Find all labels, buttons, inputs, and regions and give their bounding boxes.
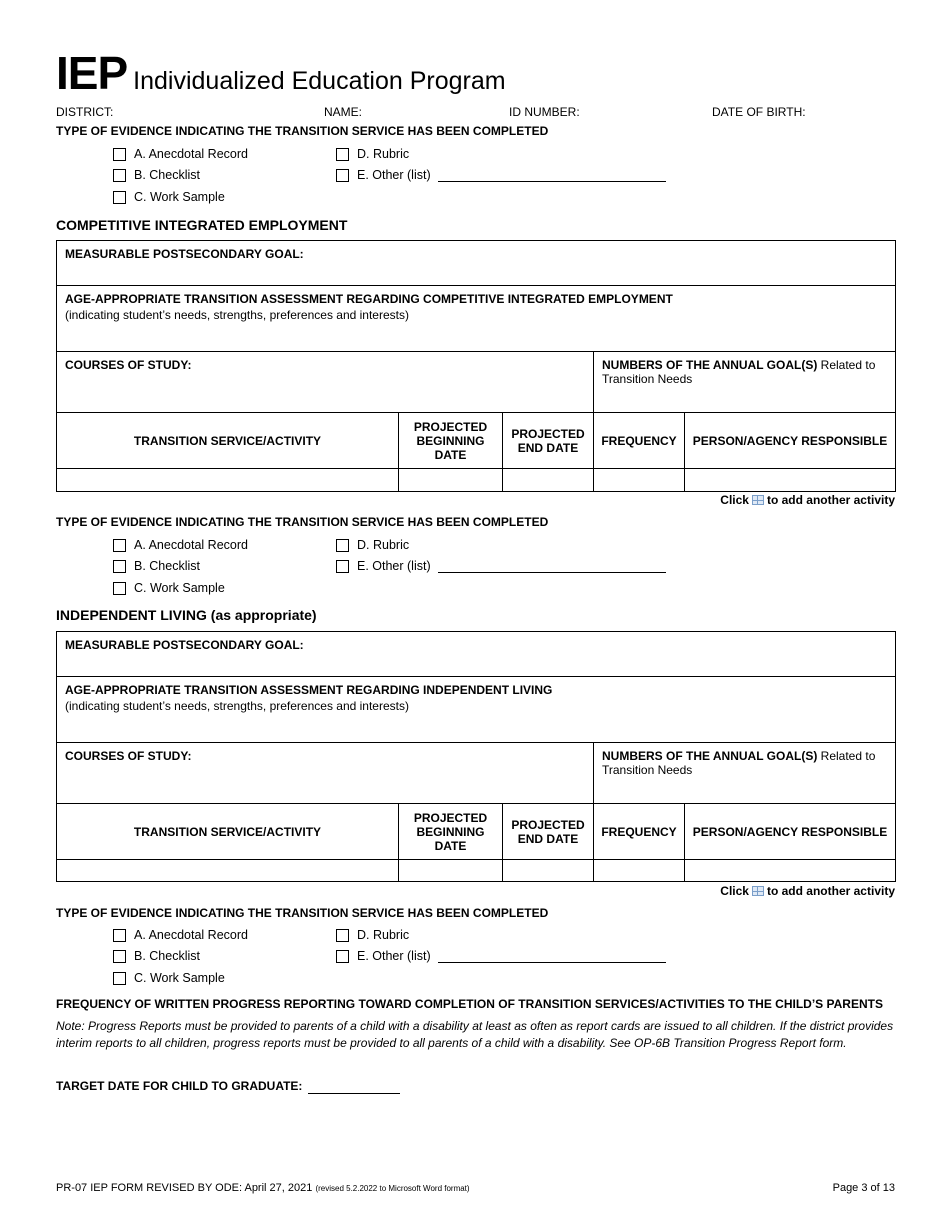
option-label: C. Work Sample: [134, 971, 225, 985]
click-label: Click: [720, 884, 749, 898]
annual-goals-rest: Related to Transition Needs: [602, 358, 876, 386]
evidence-option-b[interactable]: [113, 167, 200, 183]
evidence-option-a[interactable]: [113, 146, 248, 162]
col-end-date: PROJECTED END DATE: [503, 413, 594, 469]
evidence-title: TYPE OF EVIDENCE INDICATING THE TRANSITION SERVICE HAS BEEN COMPLETED: [56, 906, 549, 920]
assessment-label: AGE-APPROPRIATE TRANSITION ASSESSMENT REGARDING INDEPENDENT LIVING: [65, 683, 553, 697]
section-title-independent-living: INDEPENDENT LIVING (as appropriate): [56, 607, 317, 623]
independent-living-table: [56, 631, 895, 882]
option-label: D. Rubric: [357, 538, 410, 552]
add-activity-row: [720, 493, 895, 507]
col-transition-service: TRANSITION SERVICE/ACTIVITY: [57, 413, 399, 469]
progress-report-note: Note: Progress Reports must be provided to parents of a child with a disability at least as often as report cards are issued to all children. If the district provides interim reports to all children, progress reports must be provided to all parents of a child with a disability. See OP-6B Transition Progress Report form.: [56, 1019, 894, 1050]
click-label: Click: [720, 493, 749, 507]
checkbox[interactable]: [113, 560, 126, 573]
courses-of-study-field[interactable]: COURSES OF STUDY:: [57, 352, 594, 413]
checkbox[interactable]: [113, 929, 126, 942]
col-end-date: PROJECTED END DATE: [503, 804, 594, 860]
activity-cell[interactable]: [57, 860, 399, 882]
annual-goals-label: NUMBERS OF THE ANNUAL GOAL(S): [602, 358, 818, 372]
evidence-option-c[interactable]: [113, 970, 225, 986]
col-person-responsible: PERSON/AGENCY RESPONSIBLE: [685, 804, 896, 860]
page-number: Page 3 of 13: [832, 1182, 895, 1194]
option-label: A. Anecdotal Record: [134, 538, 248, 552]
employment-table: [56, 240, 895, 492]
frequency-reporting-title: FREQUENCY OF WRITTEN PROGRESS REPORTING TOWARD COMPLETION OF TRANSITION SERVICES/ACTIVITIES TO THE CHILD’S PARENTS: [56, 997, 883, 1011]
page-footer: [56, 1182, 895, 1194]
activity-cell[interactable]: [503, 860, 594, 882]
activity-cell[interactable]: [399, 469, 503, 492]
other-input[interactable]: [438, 559, 666, 573]
option-label: E. Other (list): [357, 559, 431, 573]
add-row-icon[interactable]: [752, 495, 764, 505]
add-activity-row: [720, 884, 895, 898]
option-label: B. Checklist: [134, 949, 200, 963]
checkbox[interactable]: [113, 582, 126, 595]
checkbox[interactable]: [113, 539, 126, 552]
evidence-checklist: [56, 927, 895, 997]
evidence-option-d[interactable]: [336, 537, 409, 553]
checkbox[interactable]: [336, 950, 349, 963]
other-input[interactable]: [438, 168, 666, 182]
col-frequency: FREQUENCY: [594, 413, 685, 469]
postsecondary-goal-field[interactable]: MEASURABLE POSTSECONDARY GOAL:: [57, 632, 896, 677]
evidence-option-d[interactable]: [336, 146, 409, 162]
option-label: D. Rubric: [357, 147, 410, 161]
col-beginning-date: PROJECTED BEGINNING DATE: [399, 804, 503, 860]
add-row-icon[interactable]: [752, 886, 764, 896]
evidence-option-e[interactable]: [336, 948, 666, 964]
assessment-field[interactable]: [57, 286, 896, 352]
form-revision: PR-07 IEP FORM REVISED BY ODE: April 27, 2021: [56, 1182, 313, 1194]
page-title: Individualized Education Program: [133, 67, 506, 95]
checkbox[interactable]: [113, 191, 126, 204]
checkbox[interactable]: [336, 539, 349, 552]
assessment-field[interactable]: [57, 677, 896, 743]
option-label: C. Work Sample: [134, 190, 225, 204]
dob-label: DATE OF BIRTH:: [712, 105, 806, 119]
checkbox[interactable]: [336, 148, 349, 161]
courses-of-study-field[interactable]: COURSES OF STUDY:: [57, 743, 594, 804]
activity-cell[interactable]: [503, 469, 594, 492]
option-label: B. Checklist: [134, 168, 200, 182]
activity-cell[interactable]: [399, 860, 503, 882]
add-activity-label: to add another activity: [766, 493, 895, 507]
assessment-label: AGE-APPROPRIATE TRANSITION ASSESSMENT REGARDING COMPETITIVE INTEGRATED EMPLOYMENT: [65, 292, 673, 306]
name-label: NAME:: [324, 105, 363, 119]
option-label: A. Anecdotal Record: [134, 928, 248, 942]
evidence-option-e[interactable]: [336, 167, 666, 183]
checkbox[interactable]: [113, 972, 126, 985]
activity-cell[interactable]: [685, 469, 896, 492]
col-transition-service: TRANSITION SERVICE/ACTIVITY: [57, 804, 399, 860]
evidence-option-b[interactable]: [113, 558, 200, 574]
col-beginning-date: PROJECTED BEGINNING DATE: [399, 413, 503, 469]
evidence-title: TYPE OF EVIDENCE INDICATING THE TRANSITION SERVICE HAS BEEN COMPLETED: [56, 515, 549, 529]
option-label: C. Work Sample: [134, 581, 225, 595]
evidence-option-a[interactable]: [113, 537, 248, 553]
checkbox[interactable]: [336, 169, 349, 182]
target-date-label: TARGET DATE FOR CHILD TO GRADUATE:: [56, 1079, 303, 1093]
checkbox[interactable]: [113, 950, 126, 963]
page-header: [56, 46, 506, 100]
checkbox[interactable]: [113, 169, 126, 182]
assessment-note: (indicating student’s needs, strengths, preferences and interests): [65, 308, 409, 322]
option-label: B. Checklist: [134, 559, 200, 573]
option-label: A. Anecdotal Record: [134, 147, 248, 161]
district-label: DISTRICT:: [56, 105, 114, 119]
option-label: E. Other (list): [357, 949, 431, 963]
checkbox[interactable]: [336, 929, 349, 942]
checkbox[interactable]: [113, 148, 126, 161]
activity-cell[interactable]: [685, 860, 896, 882]
annual-goals-field[interactable]: [594, 743, 896, 804]
student-id-row: [56, 105, 895, 121]
target-date-input[interactable]: [308, 1079, 400, 1094]
evidence-checklist: [56, 146, 895, 216]
add-activity-label: to add another activity: [766, 884, 895, 898]
evidence-option-a[interactable]: [113, 927, 248, 943]
evidence-option-b[interactable]: [113, 948, 200, 964]
activity-cell[interactable]: [594, 860, 685, 882]
evidence-option-d[interactable]: [336, 927, 409, 943]
form-revised-note: (revised 5.2.2022 to Microsoft Word format): [315, 1184, 470, 1193]
annual-goals-field[interactable]: [594, 352, 896, 413]
checkbox[interactable]: [336, 560, 349, 573]
evidence-option-c[interactable]: [113, 580, 225, 596]
col-frequency: FREQUENCY: [594, 804, 685, 860]
evidence-option-c[interactable]: [113, 189, 225, 205]
annual-goals-label: NUMBERS OF THE ANNUAL GOAL(S): [602, 749, 818, 763]
activity-cell[interactable]: [57, 469, 399, 492]
other-input[interactable]: [438, 949, 666, 963]
evidence-option-e[interactable]: [336, 558, 666, 574]
id-number-label: ID NUMBER:: [509, 105, 580, 119]
evidence-title: TYPE OF EVIDENCE INDICATING THE TRANSITION SERVICE HAS BEEN COMPLETED: [56, 124, 549, 138]
option-label: D. Rubric: [357, 928, 410, 942]
postsecondary-goal-field[interactable]: MEASURABLE POSTSECONDARY GOAL:: [57, 241, 896, 286]
col-person-responsible: PERSON/AGENCY RESPONSIBLE: [685, 413, 896, 469]
assessment-note: (indicating student’s needs, strengths, preferences and interests): [65, 699, 409, 713]
activity-cell[interactable]: [594, 469, 685, 492]
target-graduation-date: [56, 1079, 400, 1094]
evidence-checklist: [56, 537, 895, 607]
annual-goals-rest: Related to Transition Needs: [602, 749, 876, 777]
section-title-employment: COMPETITIVE INTEGRATED EMPLOYMENT: [56, 217, 348, 233]
option-label: E. Other (list): [357, 168, 431, 182]
iep-acronym: IEP: [56, 47, 128, 99]
